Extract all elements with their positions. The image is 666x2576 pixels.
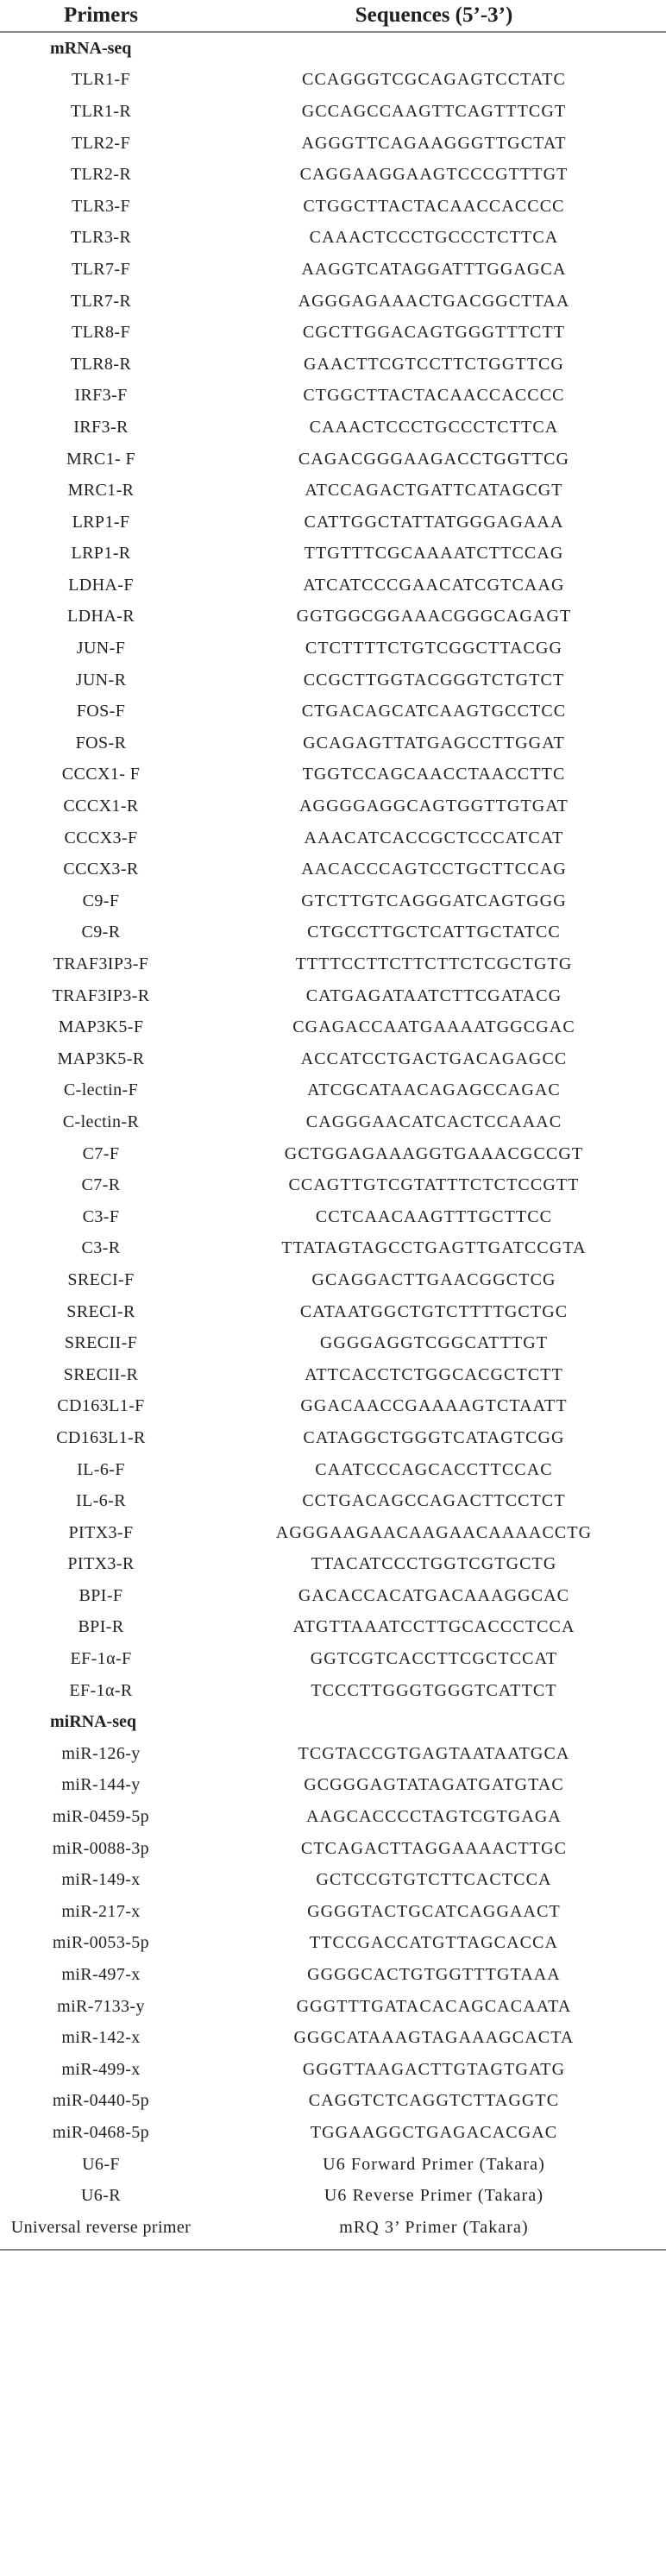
table-row [0, 1169, 666, 1201]
primer-name: FOS-F [76, 702, 126, 721]
primer-sequence: CAAACTCCCTGCCCTCTTCA [309, 228, 559, 248]
primer-sequence: TGGTCCAGCAACCTAACCTTC [302, 765, 566, 784]
table-row [0, 1264, 666, 1296]
primer-sequence: GGTCGTCACCTTCGCTCCAT [310, 1649, 558, 1669]
table-row [0, 317, 666, 349]
primer-sequence: CATAGGCTGGGTCATAGTCGG [303, 1427, 565, 1447]
header-sequences: Sequences (5’-3’) [355, 3, 513, 27]
table-row [0, 948, 666, 980]
primer-name: JUN-F [76, 639, 126, 658]
primer-name: miR-217-x [61, 1901, 141, 1921]
primer-sequence: CAGGTCTCAGGTCTTAGGTC [308, 2091, 560, 2111]
primer-sequence: AAGCACCCCTAGTCGTGAGA [306, 1807, 562, 1827]
primer-name: C3-R [81, 1238, 121, 1258]
primer-name: TLR1-R [70, 101, 132, 121]
table-row [0, 381, 666, 413]
primer-sequence: CAATCCCAGCACCTTCCAC [315, 1459, 553, 1479]
primer-name: miR-0468-5p [52, 2122, 150, 2142]
primer-name: miR-0053-5p [52, 1933, 150, 1953]
primer-sequence: AAACATCACCGCTCCCATCAT [304, 828, 564, 847]
section-heading [0, 1706, 666, 1738]
primer-name: TLR7-F [72, 259, 130, 279]
primer-name: MAP3K5-R [57, 1049, 145, 1068]
primer-name: LDHA-F [68, 575, 134, 595]
primer-name: TRAF3IP3-F [53, 954, 149, 974]
table-row [0, 696, 666, 727]
primer-name: BPI-F [79, 1585, 123, 1605]
primer-sequence: CGCTTGGACAGTGGGTTTCTT [302, 323, 566, 343]
primer-name: SRECI-R [66, 1301, 135, 1321]
primer-sequence: GCAGAGTTATGAGCCTTGGAT [303, 733, 565, 753]
primer-name: MAP3K5-F [58, 1017, 144, 1037]
primer-name: LRP1-F [72, 512, 130, 532]
primer-name: miR-144-y [61, 1775, 141, 1795]
table-row [0, 128, 666, 160]
table-row [0, 159, 666, 191]
primer-sequence: ATCGCATAACAGAGCCAGAC [307, 1080, 561, 1100]
table-row [0, 917, 666, 949]
primer-name: SRECII-F [64, 1333, 138, 1353]
section-title: mRNA-seq [50, 38, 132, 58]
primer-sequence: CATAATGGCTGTCTTTTGCTGC [299, 1301, 569, 1321]
primer-name: miR-0459-5p [52, 1807, 150, 1827]
primer-sequence: mRQ 3’ Primer (Takara) [339, 2217, 529, 2237]
primer-sequence: GTCTTGTCAGGGATCAGTGGG [301, 891, 567, 910]
primer-sequence: CTCTTTTCTGTCGGCTTACGG [305, 639, 563, 658]
table-row [0, 223, 666, 255]
primer-sequence: ATTCACCTCTGGCACGCTCTT [305, 1364, 563, 1384]
primer-sequence: CCGCTTGGTACGGGTCTGTCT [303, 670, 565, 690]
primer-name: C7-R [81, 1175, 121, 1195]
table-row [0, 1896, 666, 1928]
primer-sequence: CCTGACAGCCAGACTTCCTCT [302, 1491, 566, 1511]
primer-name: TLR8-F [72, 323, 130, 343]
table-row [0, 1864, 666, 1896]
primer-name: EF-1α-R [69, 1680, 133, 1700]
table-row [0, 444, 666, 476]
table-row [0, 759, 666, 791]
primer-sequence: U6 Reverse Primer (Takara) [324, 2186, 544, 2206]
primer-sequence: TTATAGTAGCCTGAGTTGATCCGTA [281, 1238, 587, 1258]
primer-name: miR-142-x [61, 2028, 141, 2048]
primer-sequence: CGAGACCAATGAAAATGGCGAC [292, 1017, 575, 1037]
table-row [0, 1991, 666, 2023]
primer-name: TRAF3IP3-R [52, 986, 150, 1005]
table-row [0, 822, 666, 854]
primer-sequence: TTTTCCTTCTTCTTCTCGCTGTG [295, 954, 573, 974]
primer-name: C-lectin-R [62, 1112, 140, 1131]
primer-name: Universal reverse primer [10, 2217, 192, 2237]
primer-sequence: GGGGTACTGCATCAGGAACT [307, 1901, 561, 1921]
primer-name: CD163L1-R [56, 1427, 146, 1447]
table-row [0, 349, 666, 381]
primer-name: EF-1α-F [70, 1649, 132, 1669]
primer-name: PITX3-R [67, 1554, 135, 1574]
table-row [0, 1201, 666, 1233]
primer-sequence: GACACCACATGACAAAGGCAC [298, 1585, 570, 1605]
table-row [0, 885, 666, 917]
primer-sequence: CCAGGGTCGCAGAGTCCTATC [302, 70, 566, 90]
primer-name: CCCX1-R [63, 797, 139, 816]
primer-sequence: AGGGAAGAACAAGAACAAAACCTG [275, 1522, 593, 1542]
table-row [0, 570, 666, 601]
primer-sequence: CTGCCTTGCTCATTGCTATCC [307, 923, 561, 942]
table-row [0, 1075, 666, 1107]
primer-name: TLR2-F [72, 133, 130, 153]
table-row [0, 1454, 666, 1486]
table-row [0, 1959, 666, 1991]
primer-name: LRP1-R [71, 544, 131, 564]
primer-sequence: CTGGCTTACTACAACCACCCC [303, 196, 565, 216]
table-row [0, 790, 666, 822]
primer-sequence: CCAGTTGTCGTATTTCTCTCCGTT [288, 1175, 580, 1195]
primer-sequence: CATGAGATAATCTTCGATACG [305, 986, 562, 1005]
table-bottom-rule [0, 2249, 666, 2251]
primer-name: IRF3-F [74, 386, 128, 406]
table-row [0, 1391, 666, 1423]
primer-name: CD163L1-F [57, 1396, 145, 1416]
primer-sequence: TTGTTTCGCAAAATCTTCCAG [304, 544, 564, 564]
primer-name: MRC1- F [66, 449, 136, 469]
primer-sequence: AGGGGAGGCAGTGGTTGTGAT [299, 797, 569, 816]
table-row [0, 1043, 666, 1075]
primer-name: C-lectin-F [63, 1080, 139, 1100]
primer-sequence: AAGGTCATAGGATTTGGAGCA [301, 259, 567, 279]
table-row [0, 96, 666, 128]
primer-name: miR-497-x [61, 1965, 141, 1985]
primer-name: miR-0440-5p [52, 2091, 150, 2111]
primer-name: CCCX1- F [61, 765, 141, 784]
table-row [0, 507, 666, 539]
primer-sequence: TGGAAGGCTGAGACACGAC [310, 2122, 558, 2142]
primer-sequence: GGGGAGGTCGGCATTTGT [319, 1333, 549, 1353]
primer-name: TLR2-R [70, 165, 132, 185]
table-row [0, 1580, 666, 1612]
primer-sequence: TTACATCCCTGGTCGTGCTG [311, 1554, 557, 1574]
table-row [0, 980, 666, 1012]
table-header [0, 0, 666, 33]
primer-name: MRC1-R [67, 481, 135, 501]
primer-name: TLR3-R [70, 228, 132, 248]
primer-sequence: CTCAGACTTAGGAAAACTTGC [300, 1838, 568, 1858]
section-heading [0, 33, 666, 65]
primer-sequence: GCTGGAGAAAGGTGAAACGCCGT [284, 1143, 584, 1163]
primer-name: miR-7133-y [57, 1996, 145, 2016]
table-row [0, 1359, 666, 1391]
primer-name: C9-F [82, 891, 120, 910]
primer-name: FOS-R [75, 733, 127, 753]
table-row [0, 191, 666, 223]
primer-sequence: GGTGGCGGAAACGGGCAGAGT [296, 607, 572, 627]
primer-name: miR-499-x [61, 2059, 141, 2079]
primer-sequence: ATCATCCCGAACATCGTCAAG [303, 575, 565, 595]
primer-name: JUN-R [75, 670, 127, 690]
primer-name: IL-6-R [76, 1491, 126, 1511]
primer-sequence: GGGGCACTGTGGTTTGTAAA [307, 1965, 561, 1985]
primer-sequence: GGGCATAAAGTAGAAAGCACTA [293, 2028, 575, 2048]
table-row [0, 1770, 666, 1802]
table-row [0, 254, 666, 286]
primer-sequence: GCAGGACTTGAACGGCTCG [311, 1269, 556, 1289]
primer-sequence: CAGGGAACATCACTCCAAAC [305, 1112, 562, 1131]
table-row [0, 853, 666, 885]
table-row [0, 1327, 666, 1359]
primer-sequence: ACCATCCTGACTGACAGAGCC [300, 1049, 568, 1068]
primer-sequence: TCCCTTGGGTGGGTCATTCT [311, 1680, 557, 1700]
table-row [0, 2117, 666, 2149]
table-row [0, 1138, 666, 1170]
primer-name: SRECII-R [63, 1364, 139, 1384]
table-row [0, 1643, 666, 1675]
primer-sequence: GAACTTCGTCCTTCTGGTTCG [304, 354, 564, 374]
primer-name: TLR3-F [72, 196, 130, 216]
section-title: miRNA-seq [50, 1712, 136, 1732]
table-row [0, 2180, 666, 2212]
primer-sequence: GGGTTAAGACTTGTAGTGATG [302, 2059, 566, 2079]
primer-sequence: CTGACAGCATCAAGTGCCTCC [301, 702, 567, 721]
table-row [0, 1833, 666, 1865]
table-row [0, 1485, 666, 1517]
table-row [0, 1296, 666, 1328]
primer-sequence: U6 Forward Primer (Takara) [323, 2154, 545, 2174]
primer-name: SRECI-F [67, 1269, 135, 1289]
table-row [0, 664, 666, 696]
primer-name: TLR8-R [70, 354, 132, 374]
primer-name: CCCX3-R [63, 860, 139, 879]
primer-sequence: CCTCAACAAGTTTGCTTCC [315, 1206, 553, 1226]
table-row [0, 601, 666, 633]
table-row [0, 633, 666, 664]
primer-sequence: AACACCCAGTCCTGCTTCCAG [301, 860, 567, 879]
primer-name: miR-0088-3p [52, 1838, 150, 1858]
table-row [0, 1517, 666, 1549]
primer-name: IL-6-F [77, 1459, 125, 1479]
primer-sequence: AGGGTTCAGAAGGGTTGCTAT [301, 133, 567, 153]
primer-sequence: CATTGGCTATTATGGGAGAAA [304, 512, 564, 532]
primer-name: BPI-R [78, 1617, 124, 1637]
table-row [0, 1675, 666, 1707]
primer-sequence: GCGGGAGTATAGATGATGTAC [304, 1775, 564, 1795]
primer-name: miR-126-y [61, 1743, 141, 1763]
primer-name: U6-F [82, 2154, 120, 2174]
table-row [0, 1422, 666, 1454]
primer-name: PITX3-F [68, 1522, 134, 1542]
table-row [0, 1738, 666, 1770]
primer-name: C9-R [81, 923, 121, 942]
table-row [0, 1801, 666, 1833]
primer-name: TLR1-F [72, 70, 130, 90]
primer-name: CCCX3-F [64, 828, 138, 847]
primer-sequence: TTCCGACCATGTTAGCACCA [309, 1933, 559, 1953]
table-row [0, 475, 666, 507]
primer-sequence: GCTCCGTGTCTTCACTCCA [316, 1870, 552, 1890]
primer-sequence: ATGTTAAATCCTTGCACCCTCCA [292, 1617, 575, 1637]
primer-name: IRF3-R [73, 417, 129, 437]
primer-sequence: AGGGAGAAACTGACGGCTTAA [298, 291, 570, 311]
primer-name: TLR7-R [70, 291, 132, 311]
primer-sequence: GCCAGCCAAGTTCAGTTTCGT [301, 101, 567, 121]
primer-name: C3-F [82, 1206, 120, 1226]
table-row [0, 1549, 666, 1581]
primer-sequence: GGACAACCGAAAAGTCTAATT [300, 1396, 568, 1416]
primer-name: U6-R [80, 2186, 122, 2206]
primer-sequence: CAGGAAGGAAGTCCCGTTTGT [299, 165, 569, 185]
table-row [0, 539, 666, 570]
table-row [0, 65, 666, 97]
table-row [0, 1233, 666, 1265]
table-row [0, 1612, 666, 1644]
table-body [0, 33, 666, 2244]
primer-name: C7-F [82, 1143, 120, 1163]
table-row [0, 286, 666, 318]
table-row [0, 1928, 666, 1960]
primer-sequence: ATCCAGACTGATTCATAGCGT [305, 481, 563, 501]
primer-name: miR-149-x [61, 1870, 141, 1890]
table-row [0, 2086, 666, 2118]
header-primers: Primers [63, 3, 139, 27]
table-row [0, 2212, 666, 2244]
table-row [0, 412, 666, 444]
table-row [0, 727, 666, 759]
primer-name: LDHA-R [67, 607, 135, 627]
table-row [0, 2149, 666, 2181]
primer-sequence: CAAACTCCCTGCCCTCTTCA [309, 417, 559, 437]
primer-sequence: CTGGCTTACTACAACCACCCC [303, 386, 565, 406]
primer-sequence: TCGTACCGTGAGTAATAATGCA [298, 1743, 570, 1763]
primer-sequence: CAGACGGGAAGACCTGGTTCG [298, 449, 570, 469]
primer-sequence: GGGTTTGATACACAGCACAATA [296, 1996, 572, 2016]
table-row [0, 1106, 666, 1138]
table-row [0, 2054, 666, 2086]
table-row [0, 1011, 666, 1043]
table-row [0, 2022, 666, 2054]
